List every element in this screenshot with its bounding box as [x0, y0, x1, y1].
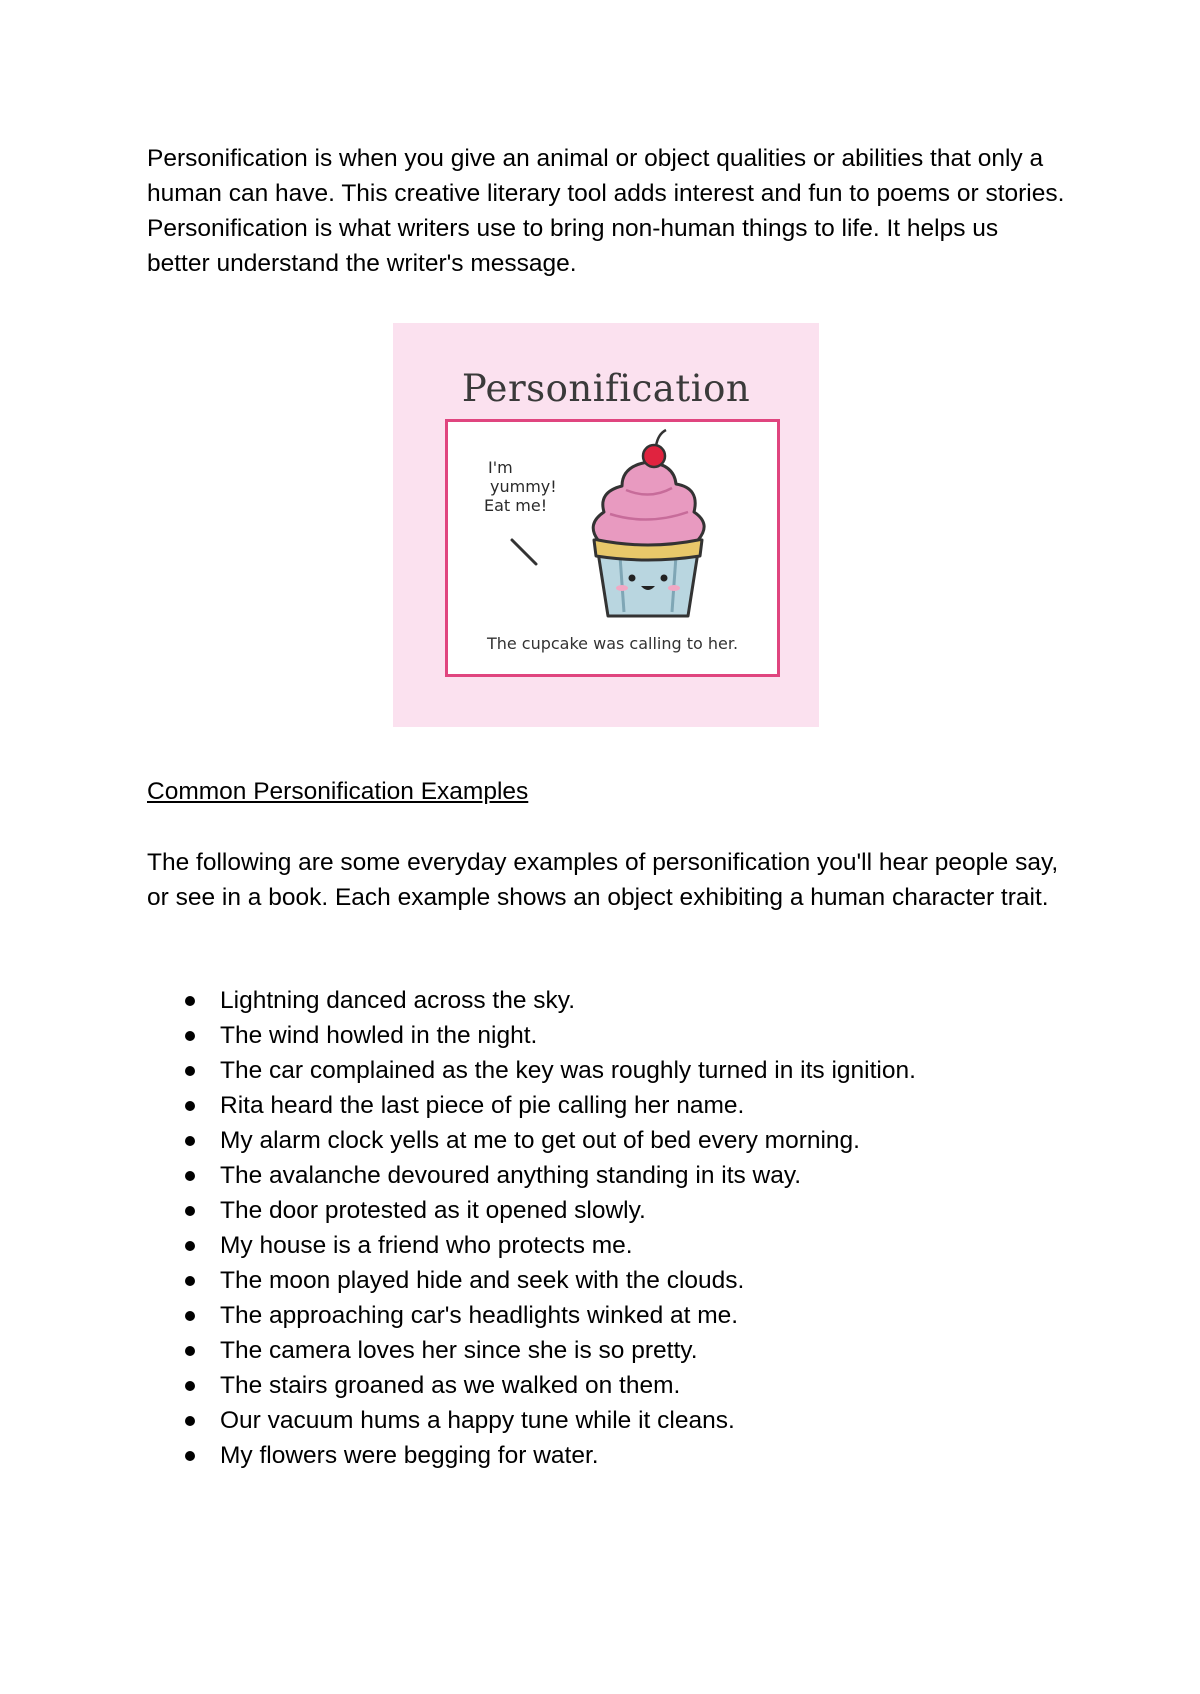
list-item-text: The approaching car's headlights winked at me.: [220, 1302, 739, 1329]
bullet-icon: [185, 1031, 195, 1041]
list-item-text: My house is a friend who protects me.: [220, 1232, 633, 1259]
list-item: [147, 1368, 916, 1403]
list-item: [147, 1228, 916, 1263]
list-item: [147, 1053, 916, 1088]
list-item: [147, 1158, 916, 1193]
list-item: [147, 1263, 916, 1298]
list-item: [147, 1298, 916, 1333]
list-item-text: My alarm clock yells at me to get out of bed every morning.: [220, 1127, 860, 1154]
bullet-icon: [185, 1416, 195, 1426]
bullet-icon: [185, 1241, 195, 1251]
bullet-icon: [185, 1171, 195, 1181]
bullet-icon: [185, 1276, 195, 1286]
list-item-text: Our vacuum hums a happy tune while it cleans.: [220, 1407, 735, 1434]
list-item: [147, 983, 916, 1018]
list-item-text: The wind howled in the night.: [220, 1022, 538, 1049]
bullet-icon: [185, 1346, 195, 1356]
bullet-icon: [185, 1066, 195, 1076]
list-item: [147, 1403, 916, 1438]
list-item-text: The avalanche devoured anything standing in its way.: [220, 1162, 802, 1189]
bullet-icon: [185, 1381, 195, 1391]
cupcake-illustration-icon: [498, 428, 778, 628]
examples-list: [147, 983, 916, 1473]
list-item: [147, 1018, 916, 1053]
list-item-text: The door protested as it opened slowly.: [220, 1197, 646, 1224]
list-item-text: The camera loves her since she is so pretty.: [220, 1337, 698, 1364]
list-item: [147, 1438, 916, 1473]
speech-line: Eat me!: [484, 496, 548, 515]
figure-title: Personification: [461, 367, 751, 410]
bullet-icon: [185, 996, 195, 1006]
bullet-icon: [185, 1311, 195, 1321]
list-item-text: The stairs groaned as we walked on them.: [220, 1372, 681, 1399]
figure-caption: The cupcake was calling to her.: [486, 634, 739, 653]
intro-paragraph: Personification is when you give an animal or object qualities or abilities that only a human can have. This creative literary tool adds interest and fun to poems or stories. Personification is what writers use to bring non-human things to life. It helps us better understand the writer's message.: [147, 145, 1065, 277]
figure-frame: [445, 419, 780, 677]
bullet-icon: [185, 1451, 195, 1461]
list-item-text: The car complained as the key was roughly turned in its ignition.: [220, 1057, 916, 1084]
list-item: [147, 1193, 916, 1228]
bullet-icon: [185, 1101, 195, 1111]
examples-intro-paragraph: The following are some everyday examples of personification you'll hear people say, or see in a book. Each example shows an object exhibiting a human character trait.: [147, 849, 1059, 911]
list-item-text: The moon played hide and seek with the clouds.: [220, 1267, 745, 1294]
list-item-text: Rita heard the last piece of pie calling her name.: [220, 1092, 745, 1119]
list-item-text: Lightning danced across the sky.: [220, 987, 576, 1014]
section-heading: Common Personification Examples: [147, 778, 529, 805]
speech-line: yummy!: [490, 477, 557, 496]
personification-figure: [393, 323, 819, 727]
bullet-icon: [185, 1136, 195, 1146]
list-item: [147, 1333, 916, 1368]
bullet-icon: [185, 1206, 195, 1216]
list-item: [147, 1088, 916, 1123]
list-item: [147, 1123, 916, 1158]
list-item-text: My flowers were begging for water.: [220, 1442, 599, 1469]
speech-line: I'm: [488, 458, 513, 477]
